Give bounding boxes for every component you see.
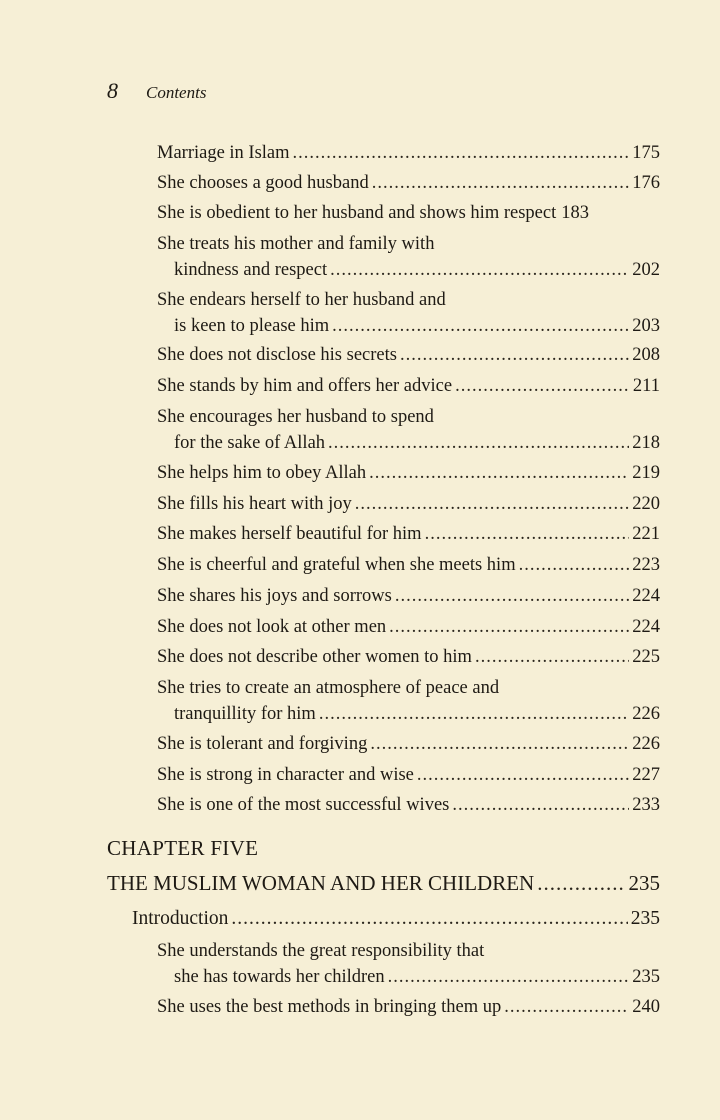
entry-title: She does not look at other men [157, 617, 387, 637]
dot-leader [293, 140, 630, 166]
entry-page: 211 [632, 376, 660, 396]
entry-page: 175 [632, 143, 660, 163]
toc-entry [157, 938, 660, 990]
entry-page: 202 [632, 260, 660, 280]
entry-page: 223 [632, 555, 660, 575]
page-number: 8 [107, 78, 118, 103]
entry-page: 240 [632, 997, 660, 1017]
entry-page: 176 [632, 173, 660, 193]
entry-title-continued: kindness and respect [174, 260, 328, 280]
dot-leader [519, 552, 630, 578]
toc-entry [132, 906, 660, 932]
dot-leader [389, 614, 629, 640]
entry-title-continued: for the sake of Allah [174, 433, 326, 453]
dot-leader [395, 583, 629, 609]
toc-entry [157, 644, 660, 670]
entry-title: She shares his joys and sorrows [157, 586, 392, 606]
running-title: Contents [146, 83, 207, 102]
entry-title: She does not describe other women to him [157, 647, 472, 667]
toc-entry [157, 231, 660, 283]
dot-leader [455, 373, 630, 399]
dot-leader [332, 313, 629, 339]
dot-leader [388, 964, 630, 990]
dot-leader [328, 430, 629, 456]
entry-title: She fills his heart with joy [157, 494, 352, 514]
toc-entry [157, 994, 660, 1020]
toc-entry [157, 287, 660, 339]
dot-leader [452, 792, 629, 818]
dot-leader [372, 170, 630, 196]
entry-title: She is strong in character and wise [157, 765, 414, 785]
entry-title: She chooses a good husband [157, 173, 369, 193]
toc-entry [157, 491, 660, 517]
toc-entry [157, 583, 660, 609]
dot-leader [319, 701, 629, 727]
entry-title: She understands the great responsibility that [157, 941, 485, 961]
entry-title-continued: she has towards her children [174, 967, 385, 987]
entry-page: 218 [632, 433, 660, 453]
entry-page: 227 [632, 765, 660, 785]
entry-title: She stands by him and offers her advice [157, 376, 453, 396]
entry-page: 183 [561, 203, 589, 223]
entry-title: She makes herself beautiful for him [157, 524, 422, 544]
dot-leader [425, 521, 630, 547]
chapter-title: THE MUSLIM WOMAN AND HER CHILDREN [107, 871, 535, 895]
entry-title: She is obedient to her husband and shows him respect [157, 203, 557, 223]
entry-title: She endears herself to her husband and [157, 290, 446, 310]
toc-entry [157, 200, 660, 226]
entry-page: 203 [632, 316, 660, 336]
entry-page: 224 [632, 617, 660, 637]
entry-page: 233 [632, 795, 660, 815]
dot-leader [417, 762, 629, 788]
entry-title: She is tolerant and forgiving [157, 734, 368, 754]
entry-page: 235 [632, 967, 660, 987]
entry-title-continued: tranquillity for him [174, 704, 316, 724]
dot-leader [231, 906, 627, 932]
chapter-title-entry [107, 870, 660, 896]
toc-entry [157, 521, 660, 547]
toc-entry [157, 140, 660, 166]
toc-entry [157, 552, 660, 578]
entry-title: She is one of the most successful wives [157, 795, 450, 815]
toc-entry [157, 762, 660, 788]
toc-entry [157, 373, 660, 399]
toc-entry [157, 170, 660, 196]
chapter-page: 235 [628, 871, 660, 895]
entry-title: She tries to create an atmosphere of peace and [157, 678, 500, 698]
entry-title: She encourages her husband to spend [157, 407, 434, 427]
entry-title: She treats his mother and family with [157, 234, 435, 254]
dot-leader [475, 644, 629, 670]
entry-title: Introduction [132, 908, 229, 929]
toc-entry [157, 792, 660, 818]
running-head [107, 78, 206, 104]
toc-entry [157, 731, 660, 757]
toc-entry [157, 614, 660, 640]
entry-page: 221 [632, 524, 660, 544]
dot-leader [504, 994, 629, 1020]
entry-page: 226 [632, 734, 660, 754]
entry-page: 219 [632, 463, 660, 483]
entry-page: 208 [632, 345, 660, 365]
dot-leader [400, 342, 629, 368]
dot-leader [369, 460, 629, 486]
entry-title: She does not disclose his secrets [157, 345, 397, 365]
dot-leader [355, 491, 630, 517]
entry-title: She is cheerful and grateful when she meets him [157, 555, 516, 575]
entry-page: 224 [632, 586, 660, 606]
entry-title: She helps him to obey Allah [157, 463, 367, 483]
toc-entry [157, 460, 660, 486]
toc-entry [157, 342, 660, 368]
entry-page: 235 [630, 908, 660, 929]
entry-title: Marriage in Islam [157, 143, 290, 163]
entry-page: 220 [632, 494, 660, 514]
entry-title: She uses the best methods in bringing them up [157, 997, 502, 1017]
dot-leader [370, 731, 629, 757]
entry-page: 226 [632, 704, 660, 724]
toc-entry [157, 404, 660, 456]
chapter-label: CHAPTER FIVE [107, 836, 259, 860]
toc-entry [157, 675, 660, 727]
entry-title-continued: is keen to please him [174, 316, 330, 336]
entry-page: 225 [632, 647, 660, 667]
dot-leader [330, 257, 629, 283]
dot-leader [537, 870, 625, 896]
